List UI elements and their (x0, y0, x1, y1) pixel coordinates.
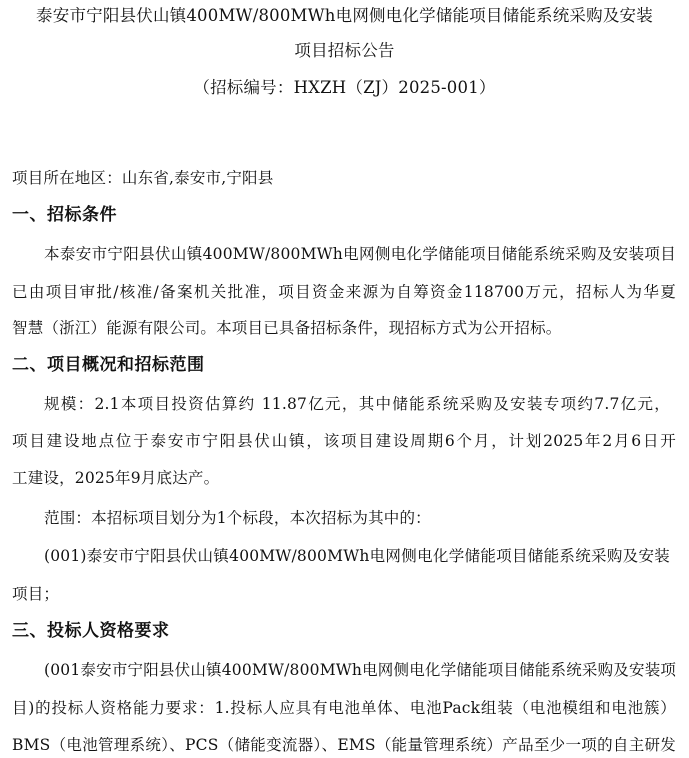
paragraph-line: 目)的投标人资格能力要求：1.投标人应具有电池单体、电池Pack组装（电池模组和电池簇） (12, 699, 676, 717)
title-line-2: 项目招标公告 (294, 41, 395, 60)
paragraph-line: 范围：本招标项目划分为1个标段，本次招标为其中的： (44, 509, 431, 527)
tender-number: （招标编号：HXZH（ZJ）2025-001） (193, 78, 496, 97)
paragraph-line: 已由项目审批/核准/备案机关批准，项目资金来源为自筹资金118700万元，招标人为华夏 (12, 283, 676, 301)
project-location: 项目所在地区：山东省,泰安市,宁阳县 (12, 169, 274, 187)
paragraph-line: 项目； (12, 585, 60, 603)
paragraph-line: 本泰安市宁阳县伏山镇400MW/800MWh电网侧电化学储能项目储能系统采购及安装项目 (44, 245, 676, 263)
paragraph-line: 智慧（浙江）能源有限公司。本项目已具备招标条件，现招标方式为公开招标。 (12, 319, 562, 337)
paragraph-line: 工建设，2025年9月底达产。 (12, 469, 220, 487)
paragraph-line: 项目建设地点位于泰安市宁阳县伏山镇，该项目建设周期6个月，计划2025年2月6日开 (12, 432, 676, 450)
section-heading-conditions: 一、招标条件 (12, 205, 117, 225)
paragraph-line: 规模：2.1本项目投资估算约 11.87亿元，其中储能系统采购及安装专项约7.7亿元， (44, 395, 670, 413)
paragraph-line: (001泰安市宁阳县伏山镇400MW/800MWh电网侧电化学储能项目储能系统采购及安装项 (44, 661, 677, 679)
title-line-1: 泰安市宁阳县伏山镇400MW/800MWh电网侧电化学储能项目储能系统采购及安装 (36, 6, 653, 25)
paragraph-line: BMS（电池管理系统）、PCS（储能变流器）、EMS（能量管理系统）产品至少一项的自主研发 (12, 736, 676, 754)
paragraph-line: (001)泰安市宁阳县伏山镇400MW/800MWh电网侧电化学储能项目储能系统采购及安装 (44, 547, 670, 565)
section-heading-overview: 二、项目概况和招标范围 (12, 355, 205, 375)
section-heading-qualifications: 三、投标人资格要求 (12, 621, 170, 641)
